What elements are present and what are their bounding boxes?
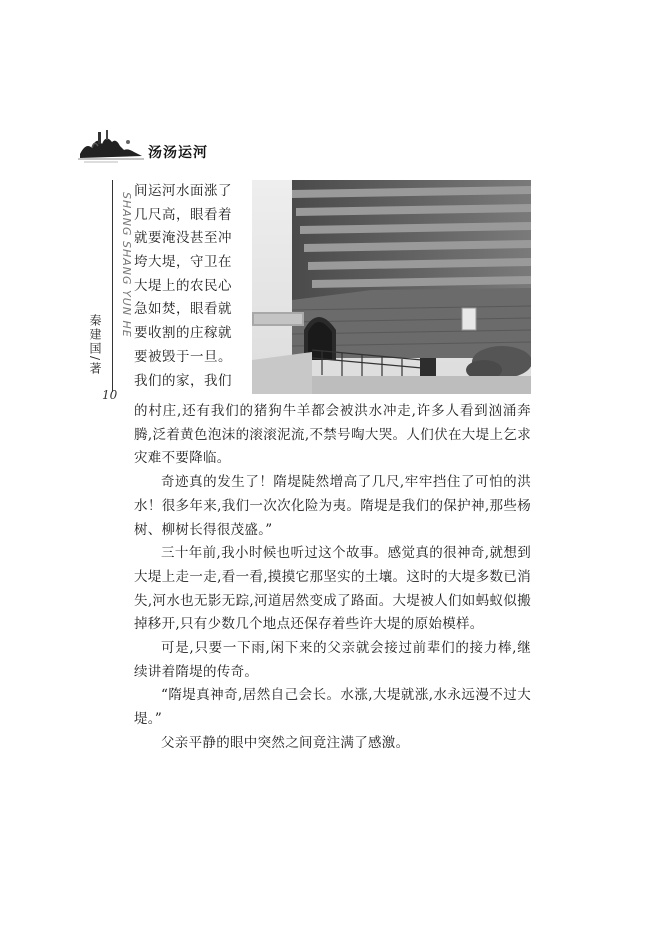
margin-rule — [112, 180, 113, 392]
paragraph: 可是,只要一下雨,闲下来的父亲就会接过前辈们的接力棒,继续讲着隋堤的传奇。 — [134, 640, 531, 680]
text-line: 要被毁于一旦。 — [134, 348, 232, 365]
pinyin-title: SHANG SHANG YUN HE — [120, 192, 133, 338]
page-number: 10 — [102, 388, 118, 402]
text-line: 大堤上的农民心 — [134, 277, 232, 294]
text-line: 间运河水面涨了 — [134, 183, 232, 199]
paragraph: 三十年前,我小时候也听过这个故事。感觉真的很神奇,就想到大堤上走一走,看一看,摸摸它那坚实的土壤。这时的大堤多数已消失,河水也无影无踪,河道居然变成了路面。大堤被人们如蚂蚁似搬掉移开,只有少数几个地点还保存着些许大堤的原始模样。 — [134, 545, 531, 633]
paragraph: 的村庄,还有我们的猪狗牛羊都会被洪水冲走,许多人看到汹涌奔腾,泛着黄色泡沫的滚滚泥流,不禁号啕大哭。人们伏在大堤上乞求灾难不要降临。 — [134, 403, 531, 467]
text-line: 几尺高，眼看着 — [134, 206, 232, 223]
ink-landscape-logo — [78, 128, 146, 166]
photo-wrap-text — [134, 180, 246, 393]
body-text — [134, 400, 531, 756]
author-credit: 秦建国/著 — [88, 314, 102, 377]
text-line: 垮大堤，守卫在 — [134, 254, 232, 271]
museum-photo — [252, 180, 531, 394]
running-header-title: 汤汤运河 — [148, 145, 208, 161]
text-line: 我们的家，我们 — [134, 372, 232, 389]
text-line: 急如焚，眼看就 — [134, 301, 232, 318]
text-line: 要收割的庄稼就 — [134, 325, 232, 342]
paragraph: 奇迹真的发生了！隋堤陡然增高了几尺,牢牢挡住了可怕的洪水！很多年来,我们一次次化险为夷。隋堤是我们的保护神,那些杨树、柳树长得很茂盛。” — [134, 474, 531, 538]
paragraph: 父亲平静的眼中突然之间竟注满了感激。 — [161, 734, 410, 751]
paragraph: “隋堤真神奇,居然自己会长。水涨,大堤就涨,水永远漫不过大堤。” — [134, 687, 531, 728]
text-line: 就要淹没甚至冲 — [134, 230, 232, 247]
